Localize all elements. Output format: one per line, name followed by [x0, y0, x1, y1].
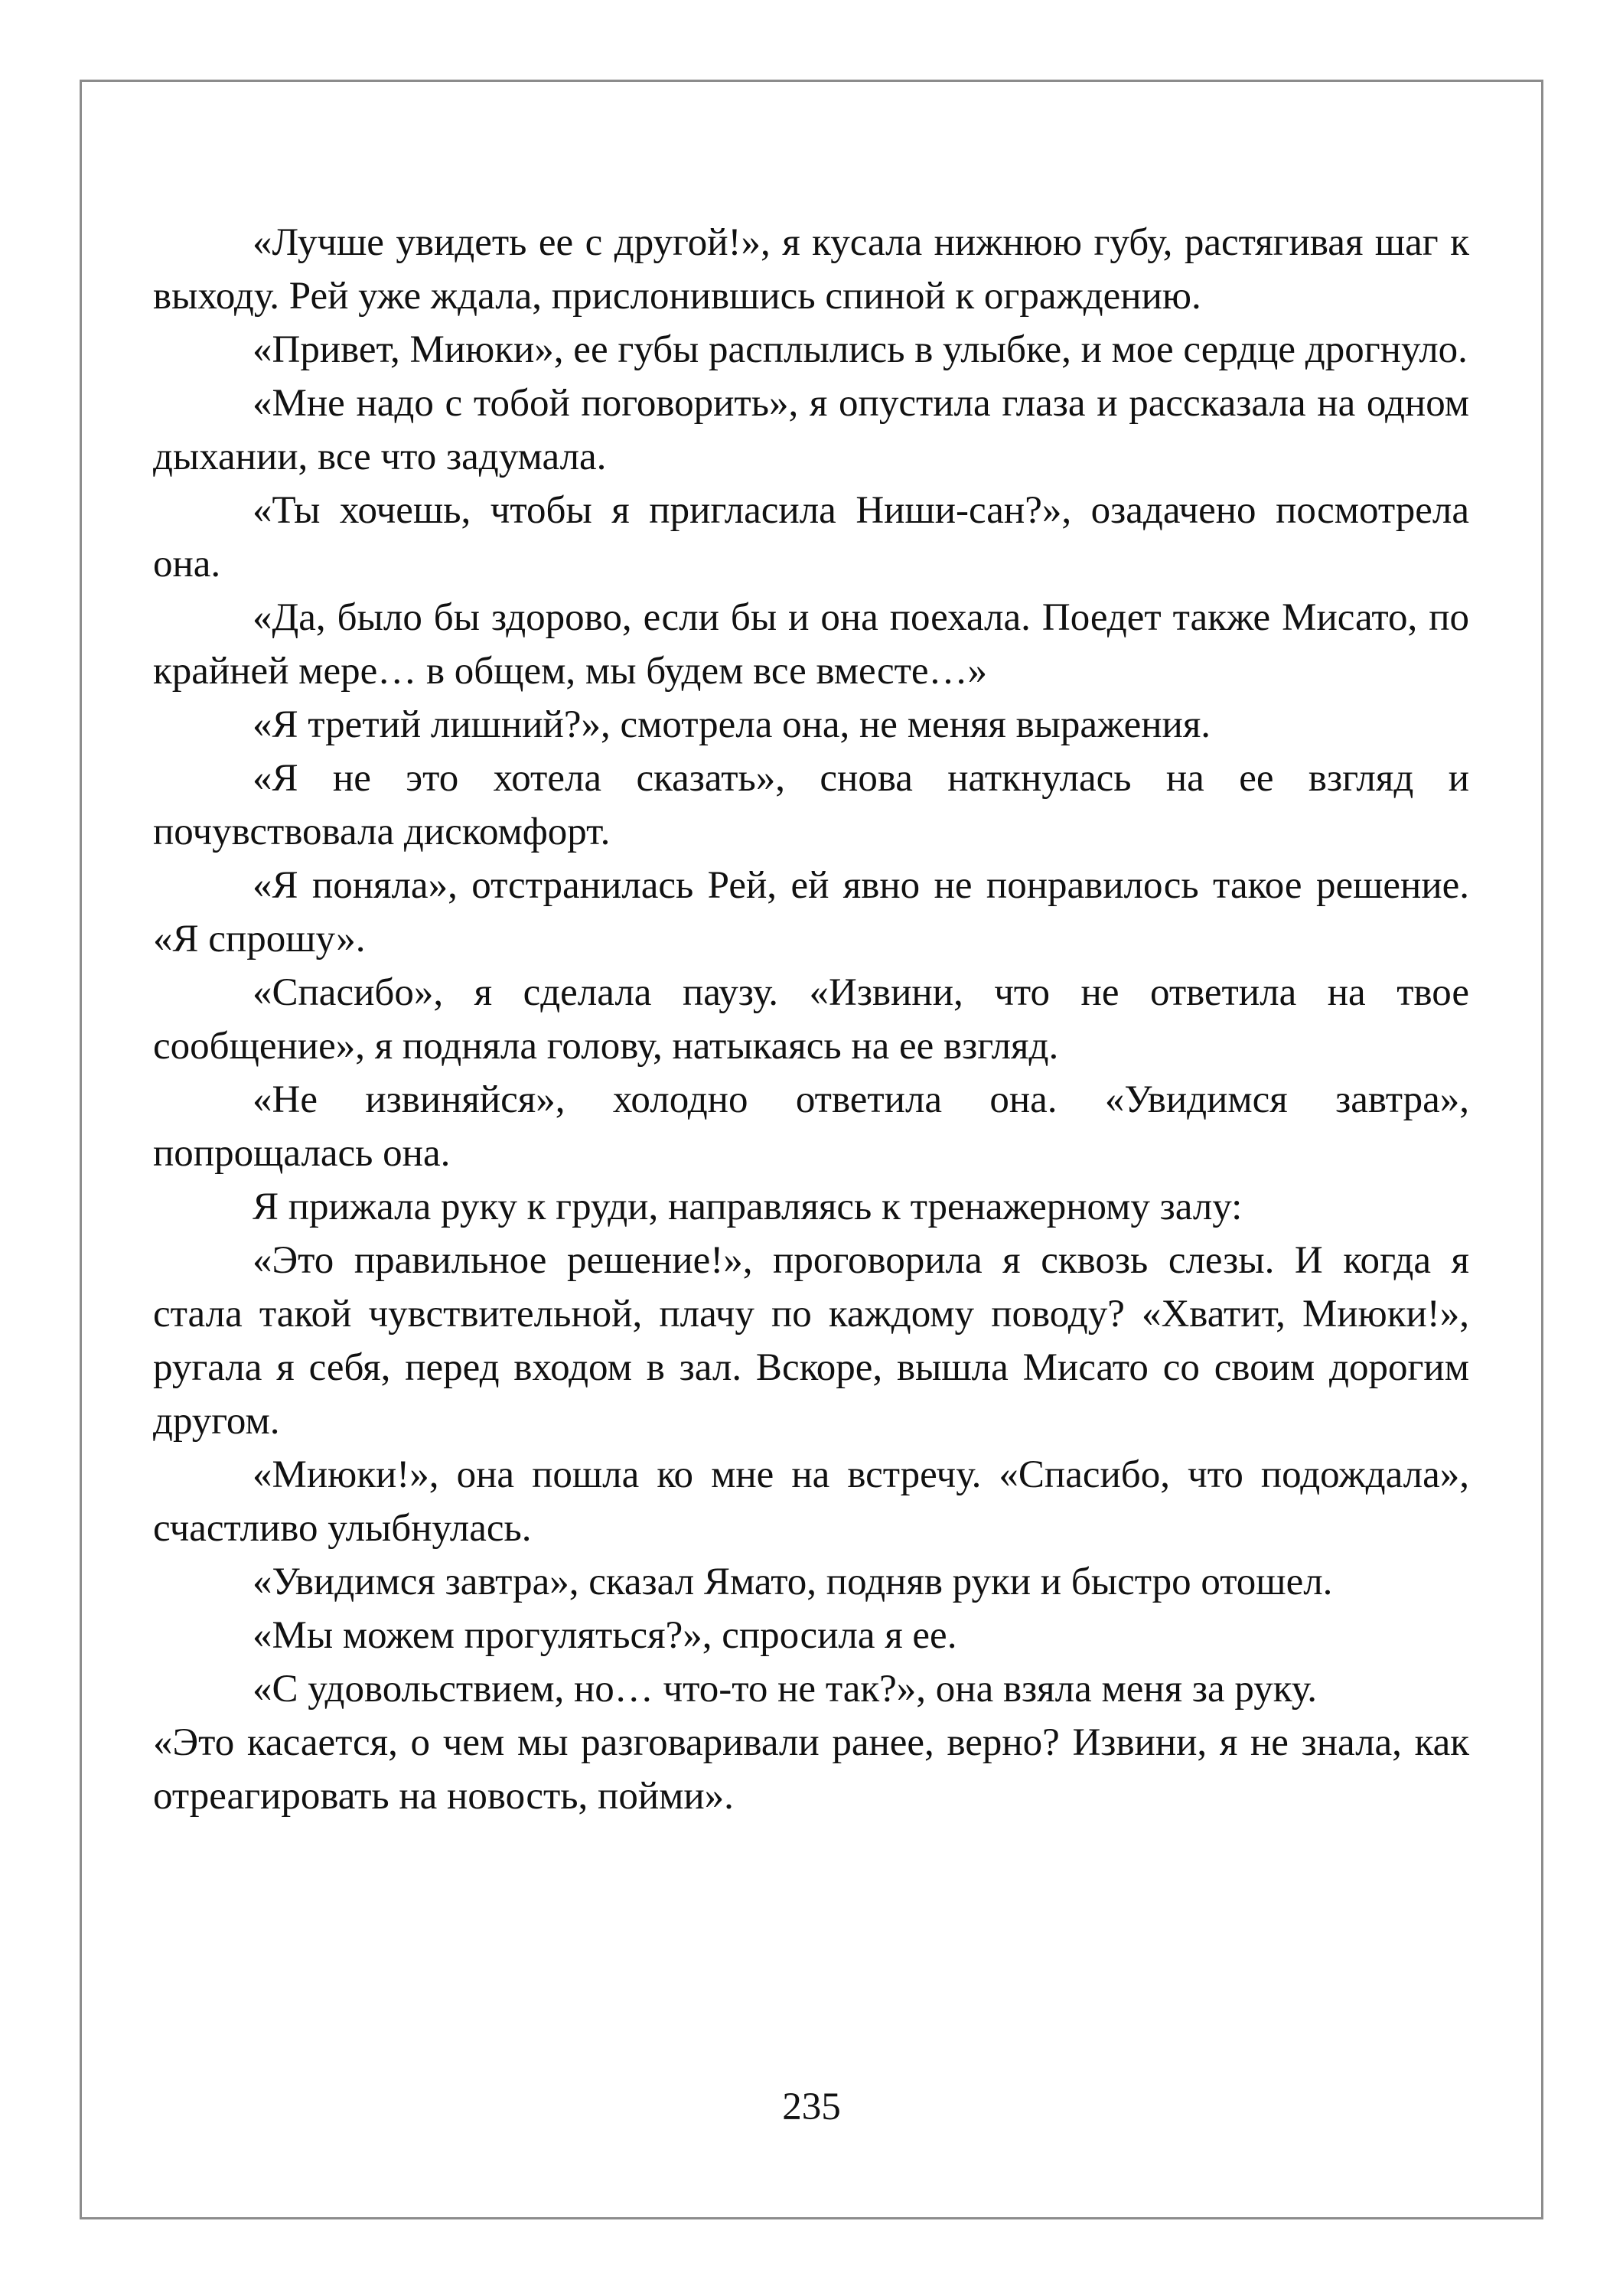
paragraph: «Я не это хотела сказать», снова наткнулась на ее взгляд и почувствовала дискомфорт.	[153, 757, 1469, 853]
paragraph: «Не извиняйся», холодно ответила она. «Увидимся завтра», попрощалась она.	[153, 1078, 1469, 1175]
paragraph: «Мы можем прогуляться?», спросила я ее.	[253, 1614, 957, 1657]
paragraph: «Ты хочешь, чтобы я пригласила Ниши-сан?», озадачено посмотрела она.	[153, 489, 1469, 585]
paragraph: «Спасибо», я сделала паузу. «Извини, что не ответила на твое сообщение», я подняла голову, натыкаясь на ее взгляд.	[153, 971, 1469, 1068]
paragraph: «Это касается, о чем мы разговаривали ранее, верно? Извини, я не знала, как отреагировать на новость, пойми».	[153, 1721, 1469, 1818]
paragraph: «Я третий лишний?», смотрела она, не меняя выражения.	[253, 703, 1211, 746]
paragraph: «Лучше увидеть ее с другой!», я кусала нижнюю губу, растягивая шаг к выходу. Рей уже ждала, прислонившись спиной к ограждению.	[153, 221, 1469, 318]
paragraph: «Я поняла», отстранилась Рей, ей явно не понравилось такое решение. «Я спрошу».	[153, 864, 1469, 960]
paragraph: «Привет, Миюки», ее губы расплылись в улыбке, и мое сердце дрогнуло.	[253, 328, 1468, 371]
paragraph: «Миюки!», она пошла ко мне на встречу. «Спасибо, что подождала», счастливо улыбнулась.	[153, 1453, 1469, 1550]
paragraph: «Мне надо с тобой поговорить», я опустила глаза и рассказала на одном дыхании, все что задумала.	[153, 382, 1469, 478]
body-text	[153, 216, 1469, 1823]
paragraph: «Да, было бы здорово, если бы и она поехала. Поедет также Мисато, по крайней мере… в общем, мы будем все вместе…»	[153, 596, 1469, 693]
paragraph: «С удовольствием, но… что-то не так?», она взяла меня за руку.	[253, 1668, 1317, 1711]
paragraph: «Это правильное решение!», проговорила я сквозь слезы. И когда я стала такой чувствительной, плачу по каждому поводу? «Хватит, Миюки!», ругала я себя, перед входом в зал. Вскоре, вышла Мисато со своим дорогим другом.	[153, 1239, 1469, 1443]
paragraph: Я прижала руку к груди, направляясь к тренажерному залу:	[253, 1186, 1243, 1228]
paragraph: «Увидимся завтра», сказал Ямато, подняв руки и быстро отошел.	[253, 1561, 1333, 1603]
page-number: 235	[782, 2086, 841, 2128]
